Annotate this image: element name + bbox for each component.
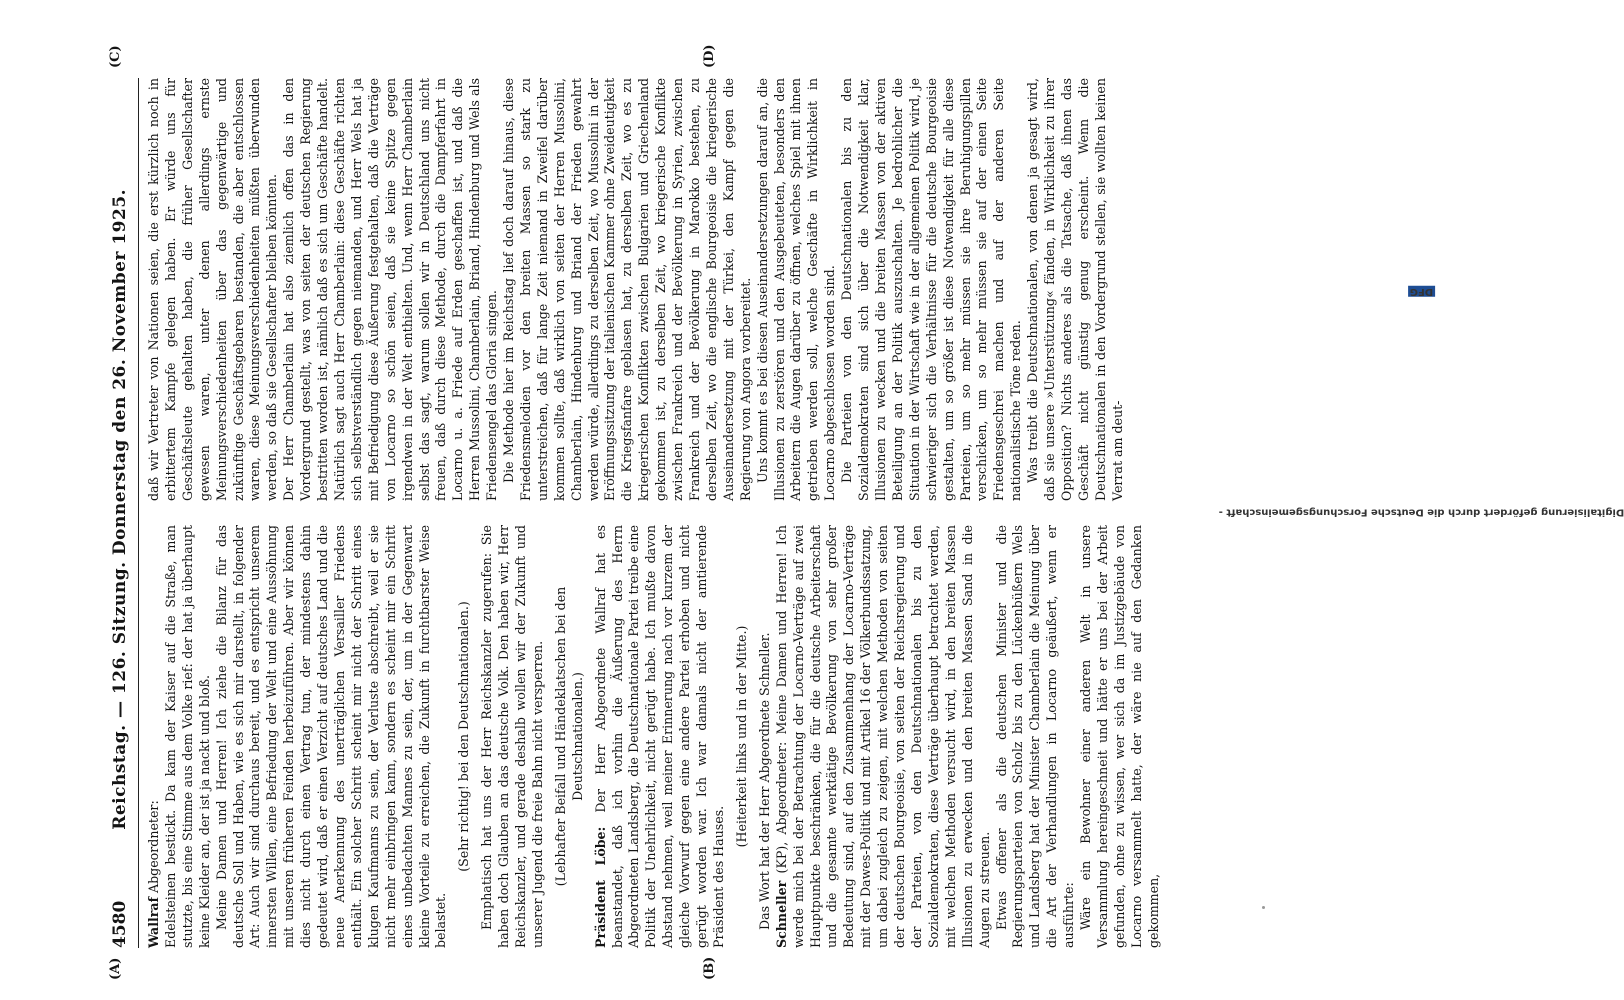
text-columns bbox=[146, 78, 1326, 948]
paragraph: Wäre ein Bewohner einer anderen Welt in unsere Versammlung hereingeschneit und hätte er uns bei der Arbeit gefunden, ohne zu wissen, wer sich da im Justizgebäude von Locarno versammelt hatte, der wäre nie auf den Gedanken gekommen, bbox=[1078, 525, 1161, 948]
paragraph: Uns kommt es bei diesen Auseinandersetzungen darauf an, die Illusionen zu zerstören und den Ausgebeuteten, besonders den Arbeitern die Augen darüber zu öffnen, welches Spiel mit ihnen getrieben werden soll, welche Geschäfte in Wirklichkeit in Locarno abgeschlossen worden sind. bbox=[754, 78, 838, 501]
margin-marker-c: (C) bbox=[108, 45, 123, 68]
credit-text: Digitalisierung gefördert durch die Deutsche Forschungsgemeinschaft - bbox=[1218, 506, 1624, 518]
interjection: (Heiterkeit links und in der Mitte.) bbox=[733, 625, 749, 848]
left-column bbox=[146, 525, 1326, 948]
paragraph: Der Herr Abgeordnete Wallraf hat es beanstandet, daß ich vorhin die Äußerung des Herrn Abgeordneten Landsberg, die Deutschnationale Partei treibe eine Politik der Unehrlichkeit, nicht gerügt habe. Ich mußte davon Abstand nehmen, weil meiner Erinnerung nach vor kurzem der gleiche Vorwurf gegen eine andere Partei erhoben und nicht gerügt worden war. Ich war damals nicht der amtierende Präsident des Hauses. bbox=[592, 525, 726, 948]
margin-marker-b: (B) bbox=[702, 956, 717, 980]
margin-marker-a: (A) bbox=[108, 957, 123, 980]
page-title: Reichstag. — 126. Sitzung. Donnerstag den 26. November 1925. bbox=[110, 188, 130, 830]
interjection: (Sehr richtig! bei den Deutschnationalen.) bbox=[456, 601, 472, 872]
speech-schneller bbox=[774, 525, 994, 948]
paragraph: daß wir Vertreter von Nationen seien, die erst kürzlich noch in erbittertem Kampfe gelegen haben. Er würde uns für Geschäftsleute gehalten haben, die früher Gesellschafter gewesen waren, unter denen allerdings ernste Meinungsverschiedenheiten über das gegenwärtige und zukünftige Geschäftsgebaren bestanden, die aber entschlossen waren, diese Meinungsverschiedenheiten müßten überwunden werden, so daß sie Gesellschafter bleiben könnten. bbox=[146, 78, 280, 501]
digitization-credit bbox=[1218, 16, 1624, 976]
speaker-wallraf bbox=[146, 525, 163, 948]
document-page bbox=[102, 44, 1332, 980]
speaker-role: (KP), Abgeordneter: bbox=[773, 741, 789, 874]
interjection: (Lebhafter Beifall und Händeklatschen bei den Deutschnationalen.) bbox=[552, 586, 585, 887]
paragraph: Das Wort hat der Herr Abgeordnete Schneller. bbox=[756, 632, 772, 930]
paragraph: Was treibt die Deutschnationalen, von denen ja gesagt wird, daß sie unsere »Unterstützung« fänden, in Wirklichkeit zu ihrer Opposition? Nichts anderes als die Tatsache, daß ihnen das Geschäft nicht günstig genug erscheint. Wenn die Deutschnationalen in den Vordergrund stellen, sie wollten keinen Verrat am deut- bbox=[1025, 78, 1125, 501]
paragraph: Etwas offener als die deutschen Minister und die Regierungsparteien von Scholz bis zu den Lückenbüßern Wels und Landsberg hat der Minister Chamberlain die Meinung über die Art der Verhandlungen in Locarno geäußert, wenn er ausführte: bbox=[993, 525, 1077, 948]
scan-speck bbox=[1262, 906, 1265, 909]
paragraph: Edelsteinen bestickt. Da kam der Kaiser auf die Straße, man stutzte, bis eine Stimme aus dem Volke rief: der hat ja überhaupt keine Kleider an, der ist ja nackt und bloß. bbox=[162, 525, 212, 948]
speaker-name: Präsident Löbe: bbox=[592, 826, 608, 948]
speaker-name: Wallraf bbox=[146, 897, 161, 948]
paragraph: Die Parteien von den Deutschnationalen bis zu den Sozialdemokraten sind sich über die Notwendigkeit klar, Illusionen zu wecken und die breiten Massen von der aktiven Beteiligung an der Politik auszuschalten. Je bedrohlicher die Situation in der Wirtschaft wie in der allgemeinen Politik wird, je schwieriger sich die Verhältnisse für die deutsche Bourgeoisie gestalten, um so größer ist diese Notwendigkeit für alle diese Parteien, um so mehr müssen sie ihre Beruhigungspillen verschicken, um so mehr müssen sie auf der einen Seite Friedensgeschrei machen und auf der anderen Seite nationalistische Töne reden. bbox=[839, 78, 1024, 501]
paragraph: Die Methode hier im Reichstag lief doch darauf hinaus, diese Friedensmelodien vor den breiten Massen so stark zu unterstreichen, daß für lange Zeit niemand in Zweifel darüber kommen sollte, daß wirklich von seiten der Herren Mussolini, Chamberlain, Hindenburg und Briand der Frieden gewahrt werden würde, allerdings zu derselben Zeit, wo Mussolini in der Eröffnungssitzung der italienischen Kammer ohne Zweideutigkeit die Kriegsfanfare geblasen hat, zu derselben Zeit, wo es zu kriegerischen Konflikten zwischen Bulgarien und Griechenland gekommen ist, zu derselben Zeit, wo kriegerische Konflikte zwischen Frankreich und der Bevölkerung in Syrien, zwischen Frankreich und der Bevölkerung in Marokko bestehen, zu derselben Zeit, wo die englische Bourgeoisie die kriegerische Auseinandersetzung mit der Türkei, den Kampf gegen die Regierung von Angora vorbereitet. bbox=[501, 78, 753, 501]
speaker-role: Abgeordneter: bbox=[146, 800, 161, 893]
right-column bbox=[146, 78, 1326, 501]
speaker-name: Schneller bbox=[773, 880, 789, 948]
page-header bbox=[102, 78, 139, 948]
margin-marker-d: (D) bbox=[702, 44, 717, 68]
paragraph: Emphatisch hat uns der Herr Reichskanzler zugerufen: Sie haben doch Glauben an das deutsche Volk. Den haben wir, Herr Reichskanzler, und gerade deshalb wollen wir der Zukunft und unserer Jugend die freie Bahn nicht versperren. bbox=[479, 525, 545, 948]
speech-loebe bbox=[593, 525, 728, 948]
paragraph: Meine Damen und Herren! Ich ziehe die Bilanz für das deutsche Soll und Haben, wie es sich mir darstellt, in folgender Art: Auch wir sind durchaus bereit, und es entspricht unserem innersten Willen, eine Befriedung der Welt und eine Aussöhnung mit unseren früheren Feinden herbeizuführen. Aber wir können dies nicht durch einen Vertrag tun, der mindestens dahin gedeutet wird, daß er einen Verzicht auf deutsches Land und die neue Anerkennung des unerträglichen Versailler Friedens enthält. Ein solcher Schritt scheint mir nicht der Schritt eines klugen Kaufmanns zu sein, der Verluste abschreibt, weil er sie nicht mehr einbringen kann, sondern es scheint mir ein Schritt eines unbedachten Mannes zu sein, der, um in der Gegenwart kleine Vorteile zu erreichen, die Zukunft in furchtbarster Weise belastet. bbox=[213, 525, 449, 948]
page-number: 4580 bbox=[110, 900, 130, 948]
dfg-logo: DFG bbox=[1409, 285, 1433, 297]
paragraph: Meine Damen und Herren! Ich werde mich bei der Betrachtung der Locarno-Verträge auf zwei Hauptpunkte beschränken, die für die deutsche Arbeiterschaft und die gesamte werktätige Bevölkerung von sehr großer Bedeutung sind, auf den Zusammenhang der Locarno-Verträge mit der Dawes-Politik und mit Artikel 16 der Völkerbundssatzung, um dabei zugleich zu zeigen, mit welchen Methoden von seiten der deutschen Bourgeoisie, von seiten der Reichsregierung und der Parteien, von den Deutschnationalen bis zu den Sozialdemokraten, diese Verträge überhaupt betrachtet werden, mit welchen Methoden versucht wird, in den breiten Massen Illusionen zu erwecken und den breiten Massen Sand in die Augen zu streuen. bbox=[773, 525, 992, 948]
paragraph: Der Herr Chamberlain hat also ziemlich offen das in den Vordergrund gestellt, was von seiten der deutschen Regierung bestritten worden ist, nämlich daß es sich um Geschäfte handelt. Natürlich sagt auch Herr Chamberlain: diese Geschäfte richten sich selbstverständlich gegen niemanden, und Herr Wels hat ja mit Befriedigung diese Äußerung festgehalten, daß die Verträge von Locarno so schön seien, daß sie keine Spitze gegen irgendwen in der Welt enthielten. Und, wenn Herr Chamberlain selbst das sagt, warum sollen wir in Deutschland uns nicht freuen, daß durch diese Methode, durch die Dampferfahrt in Locarno u. a. Friede auf Erden geschaffen ist, und daß die Herren Mussolini, Chamberlain, Briand, Hindenburg und Wels als Friedensengel das Gloria singen. bbox=[281, 78, 500, 501]
